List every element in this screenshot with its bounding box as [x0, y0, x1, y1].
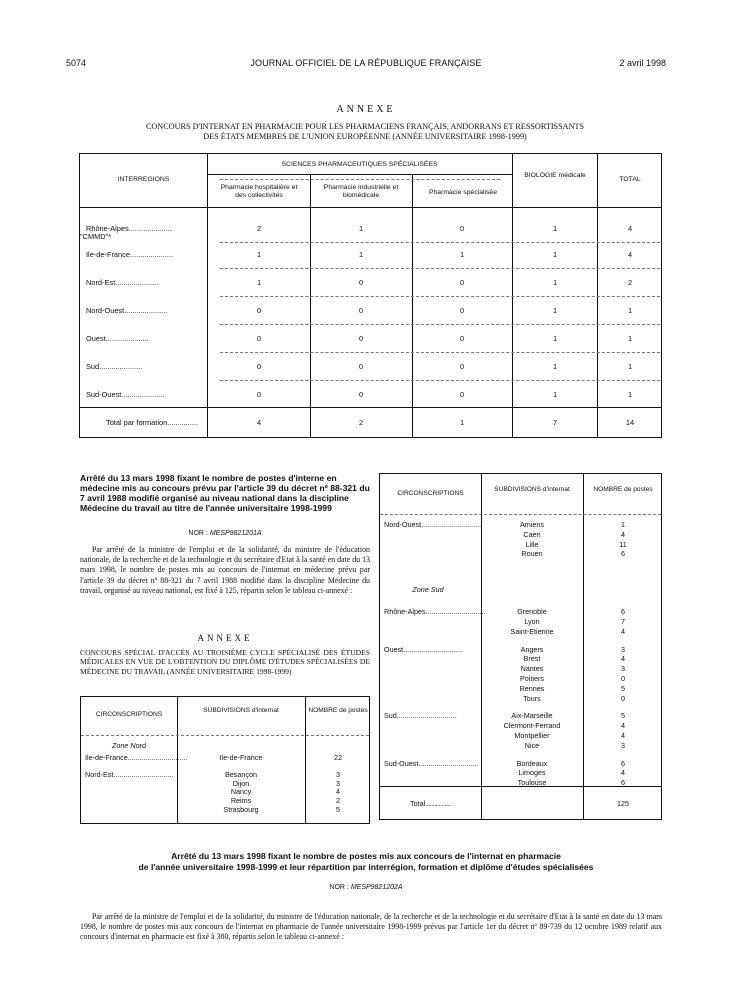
subdivision-name: Aix-Marseille — [511, 711, 553, 721]
postes-count: 3 — [336, 778, 340, 788]
row-divider — [220, 268, 660, 269]
row-label: Ile-de-France..................... — [86, 250, 174, 259]
right-col-subdivisions: SUBDIVISIONS d'internat — [494, 486, 570, 493]
postes-count: 3 — [621, 644, 625, 654]
table-cell: 0 — [256, 390, 262, 399]
table-cell: 1 — [358, 250, 364, 259]
table-cell: 1 — [627, 390, 633, 399]
subdivision-name: Toulouse — [517, 778, 547, 788]
row-divider — [220, 296, 660, 297]
circonscription-label: Nord-Ouest.............................. — [384, 520, 482, 529]
subdivision-name: Rouen — [521, 549, 543, 559]
col-pharmacie-specialisee: Pharmacie spécialisée — [428, 189, 497, 196]
postes-count: 0 — [621, 693, 625, 703]
annexe-caption-line2: DES ÉTATS MEMBRES DE L'UNION EUROPÉENNE (ANNÉE UNIVERSITAIRE 1998-1999) — [203, 132, 527, 141]
arrete1-title: Arrêté du 13 mars 1998 fixant le nombre de postes d'interne en médecine mis au concours prévu par l'article 39 du décret nº 88-321 du 7 avril 1988 modifié organisé au niveau national dans la discipline Médecine du travail au titre de l'année universitaire 1998-1999 — [80, 473, 370, 513]
nor-code-2: MESP9821202A — [350, 884, 403, 891]
postes-count: 2 — [336, 796, 340, 806]
table-cell: 1 — [358, 224, 364, 233]
table-cell: 0 — [358, 390, 364, 399]
table-cell: 0 — [358, 278, 364, 287]
postes-count: 0 — [621, 674, 625, 683]
postes-count: 4 — [621, 654, 625, 664]
table-cell: 0 — [459, 390, 465, 399]
subdivision-name: Reims — [230, 796, 252, 806]
row-label: Sud..................... — [86, 362, 143, 371]
circonscription-label: Rhône-Alpes.............................. — [384, 607, 486, 617]
circonscription-label: Sud.............................. — [384, 711, 457, 721]
total-label: Total par formation............... — [106, 418, 199, 427]
postes-count: 5 — [336, 805, 340, 814]
table-cell: 0 — [459, 224, 465, 233]
postes-count: 3 — [621, 740, 625, 750]
arrete2-title — [66, 851, 666, 873]
nor-code: MESP9821201A — [209, 530, 262, 537]
circonscription-label: Sud-Ouest.............................. — [384, 758, 479, 768]
postes-count: 5 — [621, 711, 625, 721]
journal-title: JOURNAL OFFICIEL DE LA RÉPUBLIQUE FRANÇAISE — [250, 58, 482, 68]
subdivision-name: Ile-de-France — [219, 753, 263, 762]
table-cell: 1 — [552, 250, 558, 259]
arrete2-paragraph: Par arrêté de la ministre de l'emploi et de la solidarité, du ministre de l'éducation nationale, de la recherche et de la technologie et du secrétaire d'Etat à la santé en date du 13 mars 1998, le nombre de postes mis aux concours de l'internat en pharmacie de l'année universitaire 1998-1999 prévus par l'article 1er du décret nº 89-739 du 12 octobre 1989 relatif aux concours d'internat en pharmacie est fixé à 380, répartis selon le tableau ci-annexé : — [80, 912, 662, 941]
table-cell: 2 — [256, 224, 262, 233]
subdivision-name: Angers — [520, 644, 544, 654]
subdivision-name: Grenoble — [517, 607, 547, 617]
postes-count: 3 — [336, 769, 340, 779]
subdivision-name: Clermont-Ferrand — [503, 721, 561, 731]
postes-count: 4 — [621, 626, 625, 636]
row-divider — [220, 380, 660, 381]
postes-count: 6 — [621, 549, 625, 559]
table-cell: 0 — [459, 362, 465, 371]
subdivision-name: Nancy — [230, 787, 252, 797]
table-cell: 1 — [627, 306, 633, 315]
table-cell: 0 — [459, 334, 465, 343]
subdivision-name: Brest — [523, 654, 541, 664]
postes-count: 4 — [621, 721, 625, 731]
page-number: 5074 — [66, 58, 87, 68]
arrete2-title-line2: de l'année universitaire 1998-1999 et leur répartition par interrégion, formation et diplôme d'études spécialisées — [138, 862, 594, 872]
table-cell: 0 — [459, 306, 465, 315]
col-pharmacie-industrielle: Pharmacie industrielle et biomédicale — [323, 184, 399, 199]
table-cell: 1 — [627, 334, 633, 343]
col-total: TOTAL — [619, 176, 641, 183]
annexe-caption — [100, 122, 630, 142]
annexe-caption-line1: CONCOURS D'INTERNAT EN PHARMACIE POUR LES PHARMACIENS FRANÇAIS, ANDORRANS ET RESSORTISSANTS — [145, 122, 585, 131]
zone-label: Zone Nord — [112, 741, 146, 750]
table-cell: 1 — [552, 334, 558, 343]
postes-count: 7 — [621, 617, 625, 626]
table-cell: 0 — [256, 306, 262, 315]
issue-date: 2 avril 1998 — [619, 58, 666, 68]
subdivision-name: Limoges — [518, 768, 546, 778]
row-divider — [220, 324, 660, 325]
postes-count: 4 — [336, 787, 340, 797]
subdivision-name: Bordeaux — [516, 758, 548, 768]
subdivision-name: Nice — [524, 740, 540, 750]
subdivision-name: Strasbourg — [223, 805, 259, 814]
row-label: Ouest..................... — [86, 334, 149, 343]
subdivision-name: Dijon — [232, 778, 250, 788]
col-pharmacie-hospitaliere: Pharmacie hospitalière et des collectivités — [220, 184, 298, 199]
arrete1-nor — [80, 530, 370, 537]
table-cell: 4 — [627, 250, 633, 259]
subdivision-name: Saint-Etienne — [510, 626, 554, 636]
postes-count: 6 — [621, 607, 625, 617]
table-cell: 0 — [256, 362, 262, 371]
postes-count: 1 — [621, 520, 625, 529]
total-cell: 2 — [358, 418, 364, 427]
subdivision-name: Poitiers — [520, 674, 544, 683]
table-cell: 1 — [552, 306, 558, 315]
left-col-subdivisions: SUBDIVISIONS d'internat — [203, 707, 279, 714]
left-col-nombre: NOMBRE de postes — [308, 707, 368, 714]
right-col-circonscriptions: CIRCONSCRIPTIONS — [397, 490, 464, 497]
row-divider — [220, 242, 660, 243]
postes-count: 6 — [621, 778, 625, 788]
row-label: Nord-Ouest..................... — [86, 306, 168, 315]
annexe-title: ANNEXE — [336, 104, 396, 115]
postes-count: 4 — [621, 768, 625, 778]
row-sublabel: "CMMD"* — [80, 232, 112, 241]
arrete1-paragraph: Par arrêté de la ministre de l'emploi et de la solidarité, du ministre de l'éducation nationale, de la recherche et de la technologie et du secrétaire d'Etat à la santé en date du 13 mars 1998, le nombre de postes mis au concours de l'internat en médecine prévu par l'article 39 du décret nº 88-321 du 7 avril 1988 modifié dans la discipline Médecine du travail, organisé au niveau national, est fixé à 125, répartis selon le tableau ci-annexé : — [80, 545, 370, 595]
left-col-circonscriptions: CIRCONSCRIPTIONS — [95, 711, 163, 718]
subdivision-name: Besançon — [225, 769, 257, 779]
arrete1-annexe-caption: CONCOURS SPÉCIAL D'ACCÈS AU TROISIÈME CYCLE SPÉCIALISÉ DES ÉTUDES MÉDICALES EN VUE DE L'OBTENTION DU DIPLÔME D'ÉTUDES SPÉCIALISÉES DE MÉDECINE DU TRAVAIL (ANNÉE UNIVERSITAIRE 1998-1999) — [80, 648, 370, 676]
table-cell: 1 — [256, 250, 262, 259]
row-divider — [220, 352, 660, 353]
table-cell: 1 — [552, 278, 558, 287]
arrete2-title-line1: Arrêté du 13 mars 1998 fixant le nombre de postes mis aux concours de l'internat en pharmacie — [171, 851, 561, 861]
circonscription-label: Nord-Est.............................. — [85, 769, 174, 779]
right-total-label: Total................. — [410, 799, 451, 808]
postes-count: 3 — [621, 664, 625, 674]
subdivision-name: Rennes — [519, 683, 545, 693]
arrete1-annexe-title: ANNEXE — [197, 633, 253, 643]
subdivision-name: Tours — [523, 693, 541, 703]
arrete2-nor — [66, 884, 666, 891]
total-cell: 4 — [256, 418, 262, 427]
postes-count: 4 — [621, 529, 625, 539]
postes-count: 6 — [621, 758, 625, 768]
pharmacy-posts-table — [79, 153, 662, 438]
table-cell: 0 — [459, 278, 465, 287]
subdivision-name: Lyon — [524, 617, 540, 626]
postes-count: 4 — [621, 731, 625, 740]
table-cell: 4 — [627, 224, 633, 233]
table-cell: 1 — [552, 362, 558, 371]
table-cell: 1 — [256, 278, 262, 287]
subdivision-name: Caen — [523, 529, 541, 539]
nor-label: NOR : — [188, 530, 208, 537]
table-cell: 0 — [358, 334, 364, 343]
total-cell: 1 — [459, 418, 465, 427]
circonscription-label: Ouest.............................. — [384, 644, 464, 654]
row-label: Nord-Est..................... — [86, 278, 159, 287]
col-sciences-pharmaceutiques: SCIENCES PHARMACEUTIQUES SPÉCIALISÉES — [281, 161, 438, 168]
circonscription-label: Ile-de-France.............................. — [85, 753, 188, 762]
postes-count: 22 — [334, 753, 342, 762]
table-cell: 1 — [552, 390, 558, 399]
postes-count: 11 — [619, 539, 627, 549]
total-cell: 7 — [552, 418, 558, 427]
zone-label: Zone Sud — [412, 585, 444, 595]
col-interregions: INTERREGIONS — [117, 176, 170, 183]
nor-label-2: NOR : — [329, 884, 349, 891]
table-cell: 1 — [552, 224, 558, 233]
medecine-travail-table-right — [379, 473, 662, 820]
subdivision-name: Montpellier — [514, 731, 550, 740]
total-cell: 14 — [625, 418, 635, 427]
table-cell: 0 — [358, 306, 364, 315]
table-cell: 2 — [627, 278, 633, 287]
subdivision-name: Lille — [525, 539, 539, 549]
postes-count: 5 — [621, 683, 625, 693]
table-cell: 0 — [358, 362, 364, 371]
table-cell: 0 — [256, 334, 262, 343]
right-col-nombre: NOMBRE de postes — [593, 486, 653, 493]
table-cell: 1 — [459, 250, 465, 259]
col-biologie-medicale: BIOLOGIE médicale — [524, 172, 586, 179]
table-cell: 1 — [627, 362, 633, 371]
medecine-travail-table-left — [80, 696, 370, 824]
right-total-value: 125 — [617, 799, 629, 808]
subdivision-name: Amiens — [520, 520, 544, 529]
subdivision-name: Nantes — [520, 664, 544, 674]
row-label: Sud-Ouest..................... — [86, 390, 165, 399]
row-label: Rhône-Alpes..................... — [86, 224, 172, 233]
